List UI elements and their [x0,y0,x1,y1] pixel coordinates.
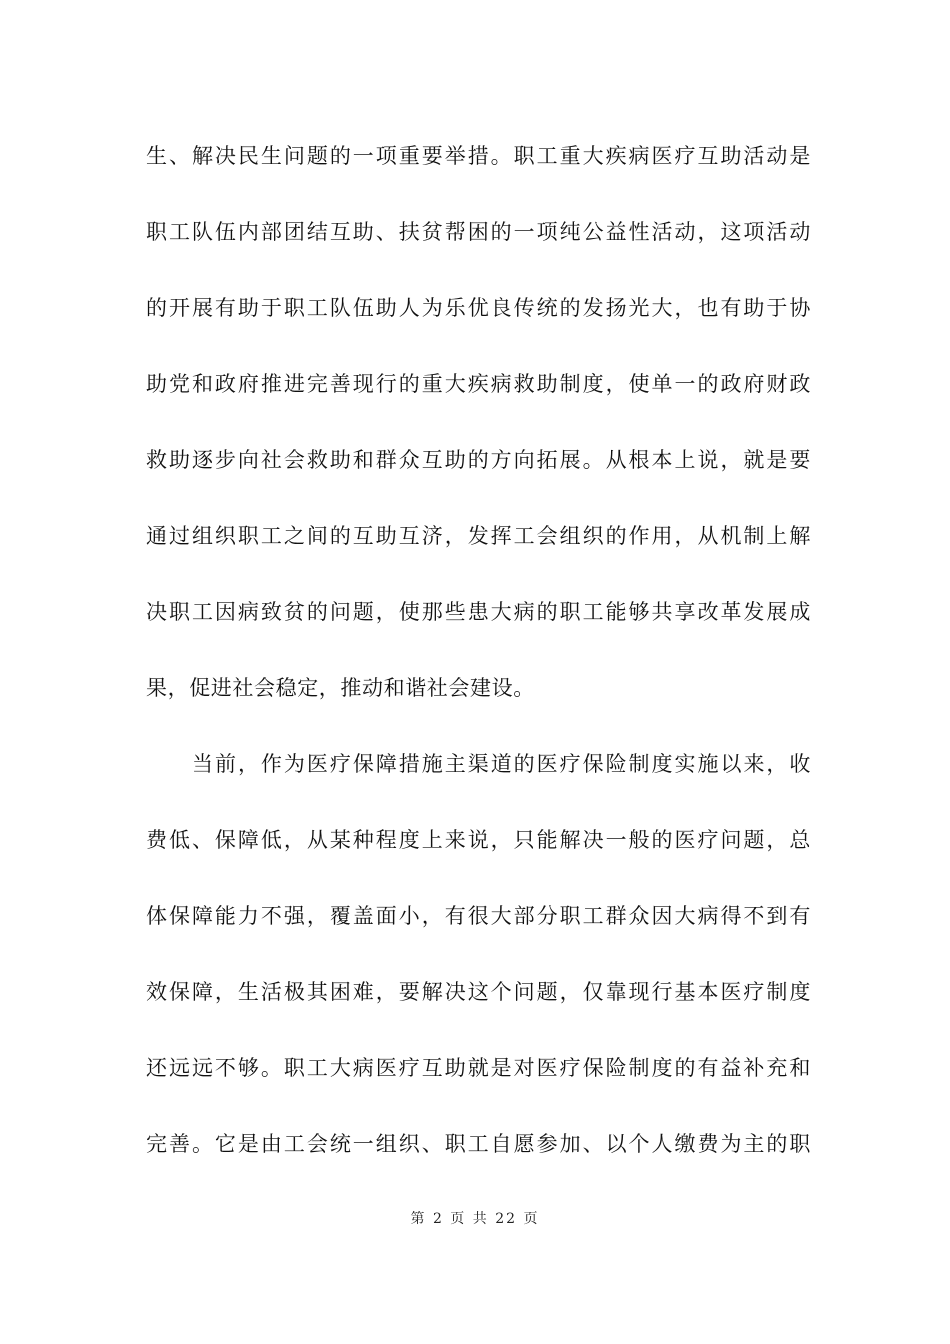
page-number: 第 2 页 共 22 页 [410,1211,540,1227]
page-footer [0,1208,950,1228]
paragraph-line: 通过组织职工之间的互助互济，发挥工会组织的作用，从机制上解 [146,524,811,548]
body-text [146,134,811,1198]
paragraph-line: 完善。它是由工会统一组织、职工自愿参加、以个人缴费为主的职 [146,1132,811,1156]
paragraph-line: 费低、保障低，从某种程度上来说，只能解决一般的医疗问题，总 [146,828,811,852]
paragraph-2 [146,742,811,1166]
paragraph-line: 还远远不够。职工大病医疗互助就是对医疗保险制度的有益补充和 [146,1056,811,1080]
paragraph-line: 果，促进社会稳定，推动和谐社会建设。 [146,676,535,700]
paragraph-line: 助党和政府推进完善现行的重大疾病救助制度，使单一的政府财政 [146,372,811,396]
paragraph-line: 生、解决民生问题的一项重要举措。职工重大疾病医疗互助活动是 [146,144,811,168]
paragraph-line: 的开展有助于职工队伍助人为乐优良传统的发扬光大，也有助于协 [146,296,811,320]
paragraph-1 [146,134,811,710]
paragraph-line: 职工队伍内部团结互助、扶贫帮困的一项纯公益性活动，这项活动 [146,220,811,244]
paragraph-line: 决职工因病致贫的问题，使那些患大病的职工能够共享改革发展成 [146,600,811,624]
paragraph-line: 救助逐步向社会救助和群众互助的方向拓展。从根本上说，就是要 [146,448,811,472]
paragraph-line: 体保障能力不强，覆盖面小，有很大部分职工群众因大病得不到有 [146,904,811,928]
paragraph-line: 当前，作为医疗保障措施主渠道的医疗保险制度实施以来，收 [192,752,811,776]
paragraph-line: 效保障，生活极其困难，要解决这个问题，仅靠现行基本医疗制度 [146,980,811,1004]
